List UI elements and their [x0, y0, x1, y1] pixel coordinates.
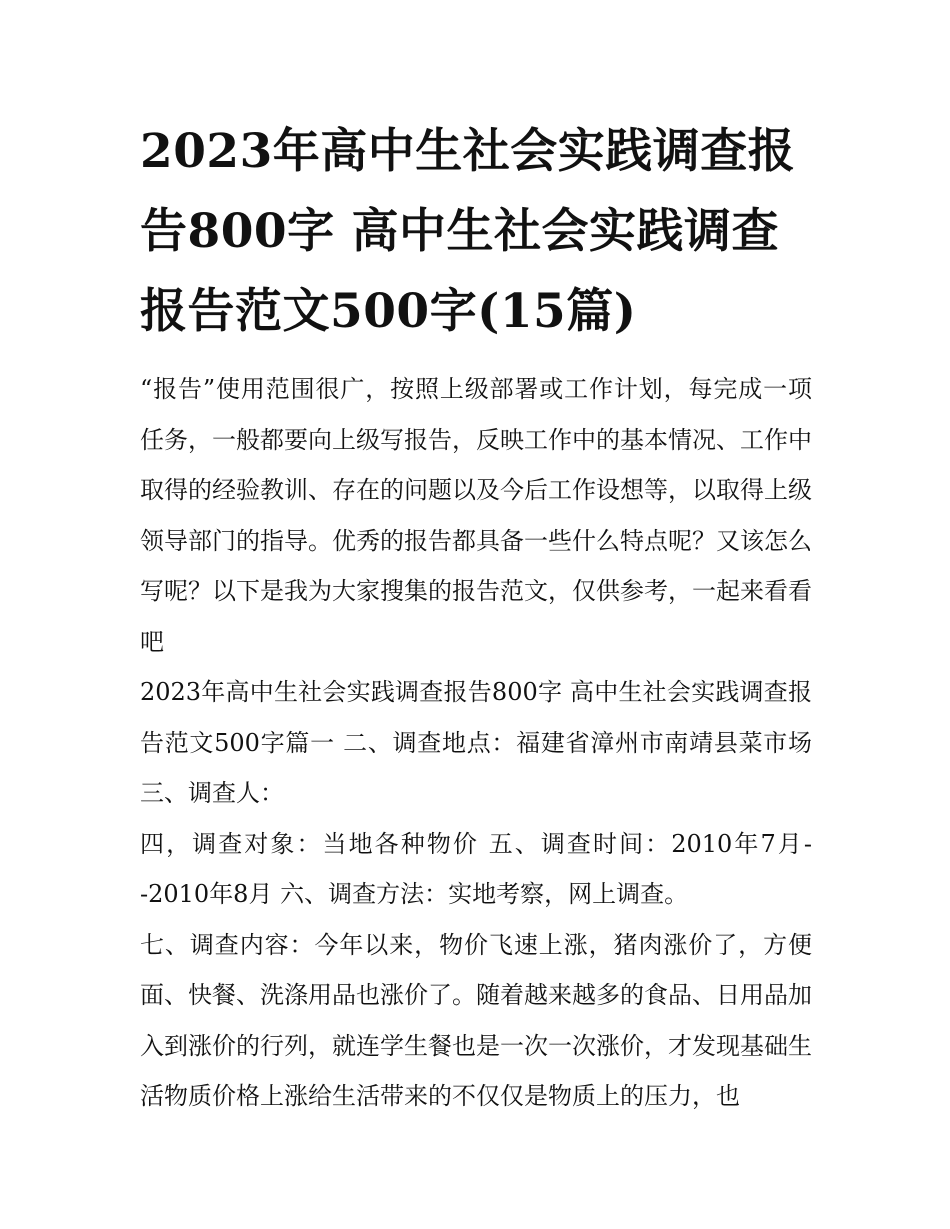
survey-content-paragraph: 七、调查内容：今年以来，物价飞速上涨，猪肉涨价了，方便面、快餐、洗涤用品也涨价了。随着越来越多的食品、日用品加入到涨价的行列，就连学生餐也是一次一次涨价，才发现基础生活物质价格上涨给生活带来的不仅仅是物质上的压力，也: [140, 930, 812, 1110]
survey-location-paragraph: 2023年高中生社会实践调查报告800字 高中生社会实践调查报告范文500字篇一 二、调查地点：福建省漳州市南靖县菜市场 三、调查人：: [140, 678, 812, 807]
survey-object-time-paragraph: 四，调查对象：当地各种物价 五、调查时间：2010年7月--2010年8月 六、调查方法：实地考察，网上调查。: [140, 829, 812, 908]
document-title: 2023年高中生社会实践调查报告800字 高中生社会实践调查报告范文500字(15篇): [140, 124, 796, 339]
intro-paragraph: “报告”使用范围很广，按照上级部署或工作计划，每完成一项任务，一般都要向上级写报告，反映工作中的基本情况、工作中取得的经验教训、存在的问题以及今后工作设想等，以取得上级领导部门的指导。优秀的报告都具备一些什么特点呢？又该怎么写呢？以下是我为大家搜集的报告范文，仅供参考，一起来看看吧: [140, 375, 812, 656]
document-page: [140, 112, 812, 1122]
